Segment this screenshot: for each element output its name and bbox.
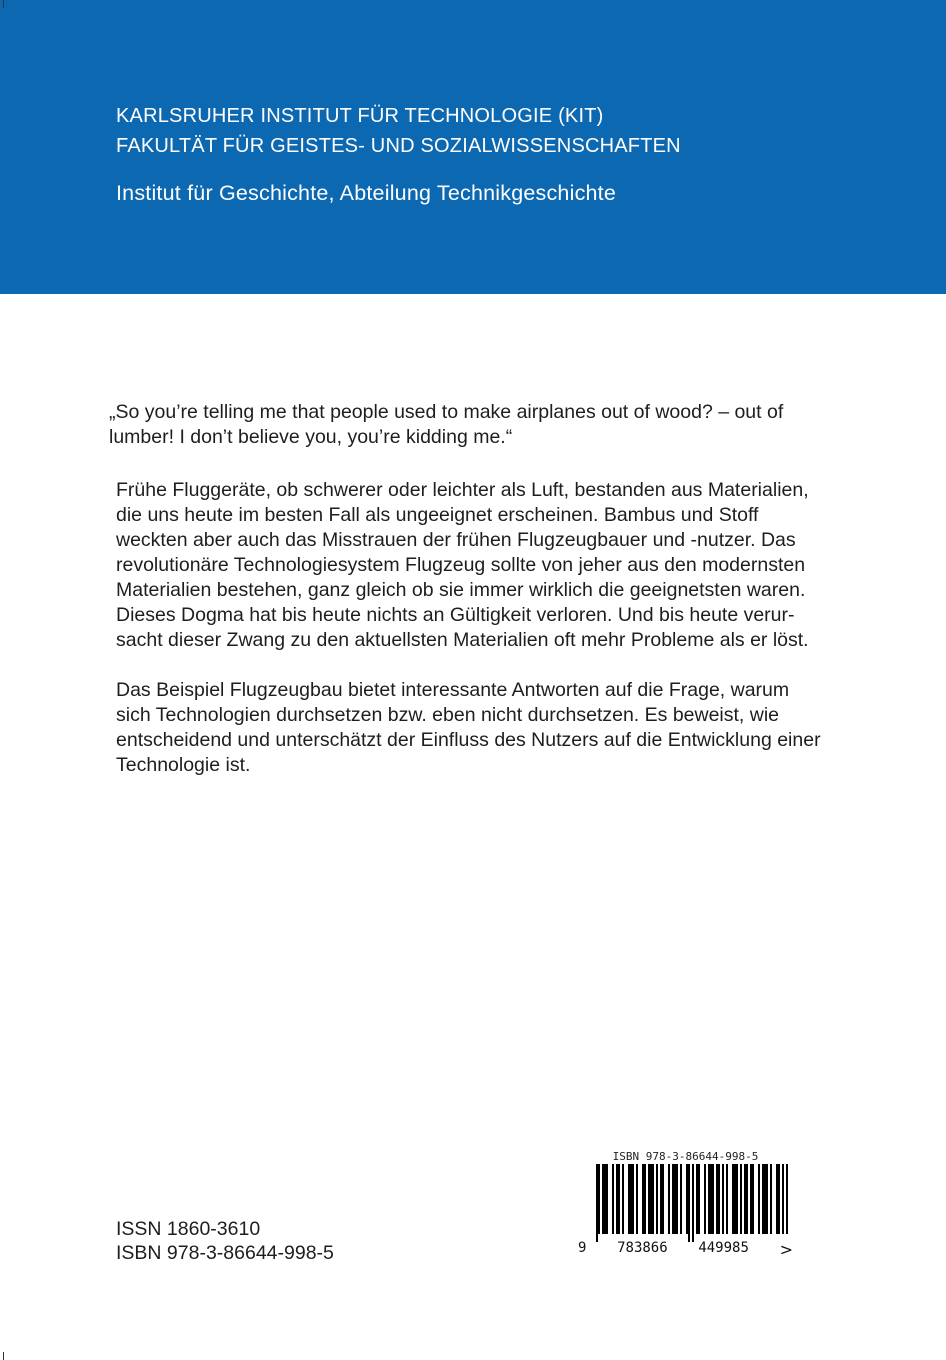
text-line: sich Technologien durchsetzen bzw. eben nicht durchsetzen. Es beweist, wie [116,704,780,726]
barcode-bar [672,1164,674,1234]
barcode-bars [578,1164,793,1242]
barcode-bar [598,1164,600,1234]
barcode-bar [680,1164,682,1234]
barcode-bar [652,1164,654,1234]
barcode-bar [632,1164,634,1234]
barcode-bar [726,1164,728,1234]
faculty-name: FAKULTÄT FÜR GEISTES- UND SOZIALWISSENSCHAFTEN [116,135,681,157]
crop-mark [3,0,4,8]
barcode-bar [616,1164,618,1234]
barcode-bar [740,1164,742,1234]
barcode-left-digits: 783866 [617,1240,668,1256]
barcode-bar [766,1164,768,1234]
barcode-bar [636,1164,638,1234]
barcode-bar [674,1164,676,1234]
barcode-bar [732,1164,734,1234]
barcode-bar [630,1164,632,1234]
barcode-bar [758,1164,760,1234]
barcode-bar [688,1164,690,1242]
barcode-bar [752,1164,754,1234]
barcode-bar [606,1164,608,1234]
barcode-bar [676,1164,678,1234]
barcode-bar [628,1164,630,1234]
barcode-bar [644,1164,646,1234]
barcode-bar [770,1164,772,1234]
text-line: weckten aber auch das Misstrauen der frühen Flugzeugbauer und -nutzer. Das [116,529,796,551]
text-line: Das Beispiel Flugzeugbau bietet interessante Antworten auf die Frage, warum [116,679,790,701]
barcode-digits [578,1240,793,1259]
barcode-bar [648,1164,650,1234]
barcode-bar [708,1164,710,1234]
barcode-bar [602,1164,604,1234]
barcode-bar [776,1164,778,1234]
text-line: entscheidend und unterschätzt der Einfluss des Nutzers auf die Entwicklung einer [116,729,821,751]
isbn-number: ISBN 978-3-86644-998-5 [116,1242,334,1264]
barcode-first-digit: 9 [578,1240,587,1256]
barcode-bar [656,1164,658,1234]
text-line: revolutionäre Technologiesystem Flugzeug sollte von jeher aus den modernsten [116,554,806,576]
barcode-isbn-text: ISBN 978-3-86644-998-5 [612,1150,759,1163]
quote-line: lumber! I don’t believe you, you’re kidding me.“ [109,426,513,448]
quote-block [109,400,799,450]
text-line: Technologie ist. [116,754,251,776]
paragraph-2 [116,678,821,778]
barcode-bar [698,1164,700,1234]
barcode-arrow: > [779,1240,793,1259]
barcode-bar [744,1164,746,1234]
barcode-bar [692,1164,694,1242]
barcode-bar [704,1164,706,1234]
barcode-bar [660,1164,662,1234]
barcode-bar [750,1164,752,1234]
paragraph-1 [116,478,809,653]
barcode-bar [716,1164,718,1234]
barcode-bar [612,1164,614,1234]
barcode-bar [662,1164,664,1234]
barcode-right-digits: 449985 [698,1240,749,1256]
barcode-bar [786,1164,788,1234]
barcode-bar [736,1164,738,1234]
text-line: Dieses Dogma hat bis heute nichts an Gültigkeit verloren. Und bis heute verur- [116,604,795,626]
text-line: sacht dieser Zwang zu den aktuellsten Materialien oft mehr Probleme als er löst. [116,629,809,651]
barcode-bar [686,1164,688,1234]
crop-mark [3,1352,4,1360]
barcode-bar [596,1164,598,1242]
barcode-bar [712,1164,714,1234]
isbn-barcode [578,1150,793,1262]
barcode-bar [722,1164,724,1234]
issn-number: ISSN 1860-3610 [116,1218,261,1240]
barcode-bar [764,1164,766,1234]
barcode-bar [778,1164,780,1234]
barcode-bar [642,1164,644,1234]
barcode-bar [734,1164,736,1234]
barcode-bar [618,1164,620,1234]
text-line: die uns heute im besten Fall als ungeeignet erscheinen. Bambus und Stoff [116,504,759,526]
barcode-bar [718,1164,720,1234]
barcode-bar [696,1164,698,1234]
barcode-bar [710,1164,712,1234]
header-banner [0,0,946,294]
text-line: Materialien bestehen, ganz gleich ob sie immer wirklich die geeignetsten waren. [116,579,806,601]
barcode-bar [762,1164,764,1234]
barcode-bar [782,1164,784,1234]
institution-name: KARLSRUHER INSTITUT FÜR TECHNOLOGIE (KIT) [116,105,604,127]
barcode-bar [650,1164,652,1234]
barcode-bar [746,1164,748,1234]
barcode-bar [622,1164,624,1234]
quote-line: „So you’re telling me that people used to make airplanes out of wood? – out of [109,401,784,423]
text-line: Frühe Fluggeräte, ob schwerer oder leichter als Luft, bestanden aus Materialien, [116,479,809,501]
department-name: Institut für Geschichte, Abteilung Technikgeschichte [116,181,617,205]
barcode-bar [668,1164,670,1234]
barcode-bar [604,1164,606,1234]
